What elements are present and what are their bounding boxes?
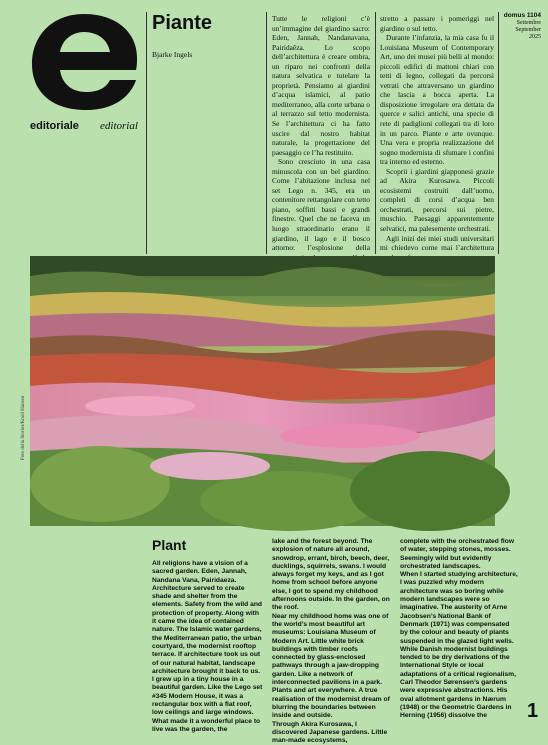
paragraph: stretto a passare i pomeriggi nel giardino o sul tetto. <box>380 14 494 33</box>
paragraph: Agli inizi dei miei studi universitari mi chiedevo come mai l’architettura <box>380 233 494 253</box>
issue-info <box>503 12 541 41</box>
paragraph: Durante l’infanzia, la mia casa fu il Louisiana Museum of Contemporary Art, uno dei musei più belli al mondo: piccoli edifici di mattoni chiari con tetti di legno, collegati da percorsi vetrati che attraversano un giardino che lascia a bocca aperta. La disposizione irregolare era dettata da querce e salici antichi, una specie di rete di padiglioni collegati tra di loro in un parco. Piante e arte ovunque. Una vera e propria realizzazione del sogno modernista di sfumare i confini tra interno ed esterno. <box>380 33 494 167</box>
page-number: 1 <box>527 700 539 722</box>
paragraph: Through Akira Kurosawa, I discovered Japanese gardens. Little man-made ecosystems, <box>272 720 388 745</box>
english-text-column-2 <box>272 538 390 745</box>
column-divider <box>146 12 147 254</box>
paragraph: lake and the forest beyond. The explosion of nature all around, snowdrop, errant, birch, beech, deer, ducklings, squirrels, swans. I would always forget my keys, and as I got home from school before anyone else, I got to spend my childhood afternoons outside. In the garden, on the roof. <box>272 538 390 612</box>
author-name: Bjarke Ingels <box>152 50 193 59</box>
page-title-italian: Piante <box>152 12 213 34</box>
editoriale-label: editoriale <box>30 120 79 132</box>
paragraph: Tutte le religioni c’è un’immagine del giardino sacro: Eden, Jannah, Nandanavana, Pairidaêza. Lo scopo dell’architettura è creare ombra, un riparo nei confronti della natura selvatica e tutelare la proprietà. Pensiamo ai giardini d’acqua islamici, al patio mediterraneo, alla corte urbana o al terrazzo sul tetto modernista. Se l’architettura ci ha fatto uscire dal nostro habitat naturale, la progettazione del paesaggio ce l’ha restituito. <box>272 14 370 157</box>
paragraph: Near my childhood home was one of the world’s most beautiful art museums: Louisiana Museum of Modern Art. Little white brick buildings with timber roofs connected by glass-enclosed pathways through a jaw-dropping garden. Like a network of interconnected pavilions in a park. Plants and art everywhere. A true realisation of the modernist dream of blurring the boundaries between inside and outside. <box>272 612 390 720</box>
issue-year: 2025 <box>529 34 541 40</box>
garden-photo <box>30 256 495 526</box>
domus-e-logo <box>30 12 138 112</box>
paragraph: Sono cresciuto in una casa minuscola con un bel giardino. Come l’abitazione inclusa nel set Lego n. 345, era un contenitore rettangolare con tetto piano, soffitti bassi e grandi finestre. Quel che ne faceva un luogo straordinario erano il giardino, il lago e il bosco attorno: l’esplosione della <box>272 157 370 253</box>
column-divider <box>375 12 376 254</box>
english-text-column-3 <box>400 538 518 721</box>
english-text-column-1 <box>152 560 264 734</box>
paragraph: All religions have a vision of a sacred garden. Eden, Jannah, Nandana Vana, Pairidaeza. Architecture served to create shade and shelter from the elements. Safety from the wild and protection of property. Along with it came the idea of contained nature. The Islamic water gardens, the Mediterranean patio, the urban courtyard, the modernist rooftop terrace. If architecture took us out of our natural habitat, landscape architecture brought it back to us. <box>152 560 262 675</box>
column-divider <box>266 12 267 254</box>
issue-month-en: September <box>515 27 541 33</box>
paragraph: When I started studying architecture, I was puzzled why modern architecture was so boring while modern landscapes were so imaginative. The austerity of Arne Jacobsen’s National Bank of Denmark (1971) was compensated by the colour and beauty of plants suspended in the glazed light wells. While Danish modernist buildings tended to be dry derivations of the International Style or local adaptations of a critical regionalism, Carl Theodor Sørensen’s gardens were expressive abstractions. His oval allotment gardens in Nærum (1948) or the Geometric Gardens in Herning (1956) dissolve the <box>400 571 518 720</box>
paragraph: complete with the orchestrated flow of water, stepping stones, mosses. Seemingly wild but evidently orchestrated landscapes. <box>400 538 515 570</box>
issue-number: domus 1104 <box>503 12 541 19</box>
issue-month: Settembre <box>516 20 541 26</box>
photo-credit: Foto della Stories/Knoll Hansen <box>21 395 26 460</box>
italian-text-column-2 <box>380 14 494 262</box>
page-title-english: Plant <box>152 537 187 553</box>
paragraph: Scoprii i giardini giapponesi grazie ad Akira Kurosawa. Piccoli ecosistemi costruiti dall’uomo, completi di corsi d’acqua ben orchestrati, percorsi sui pietre, muschio. Paesaggi apparentemente selvatici, ma palesemente orchestrati. <box>380 166 494 234</box>
paragraph: I grew up in a tiny house in a beautiful garden. Like the Lego set #345 Modern House, it was a rectangular box with a flat roof, low ceilings and large windows. What made it a wonderful place to live was the garden, the <box>152 676 263 733</box>
editorial-label: editorial <box>100 120 138 132</box>
column-divider <box>498 12 499 254</box>
